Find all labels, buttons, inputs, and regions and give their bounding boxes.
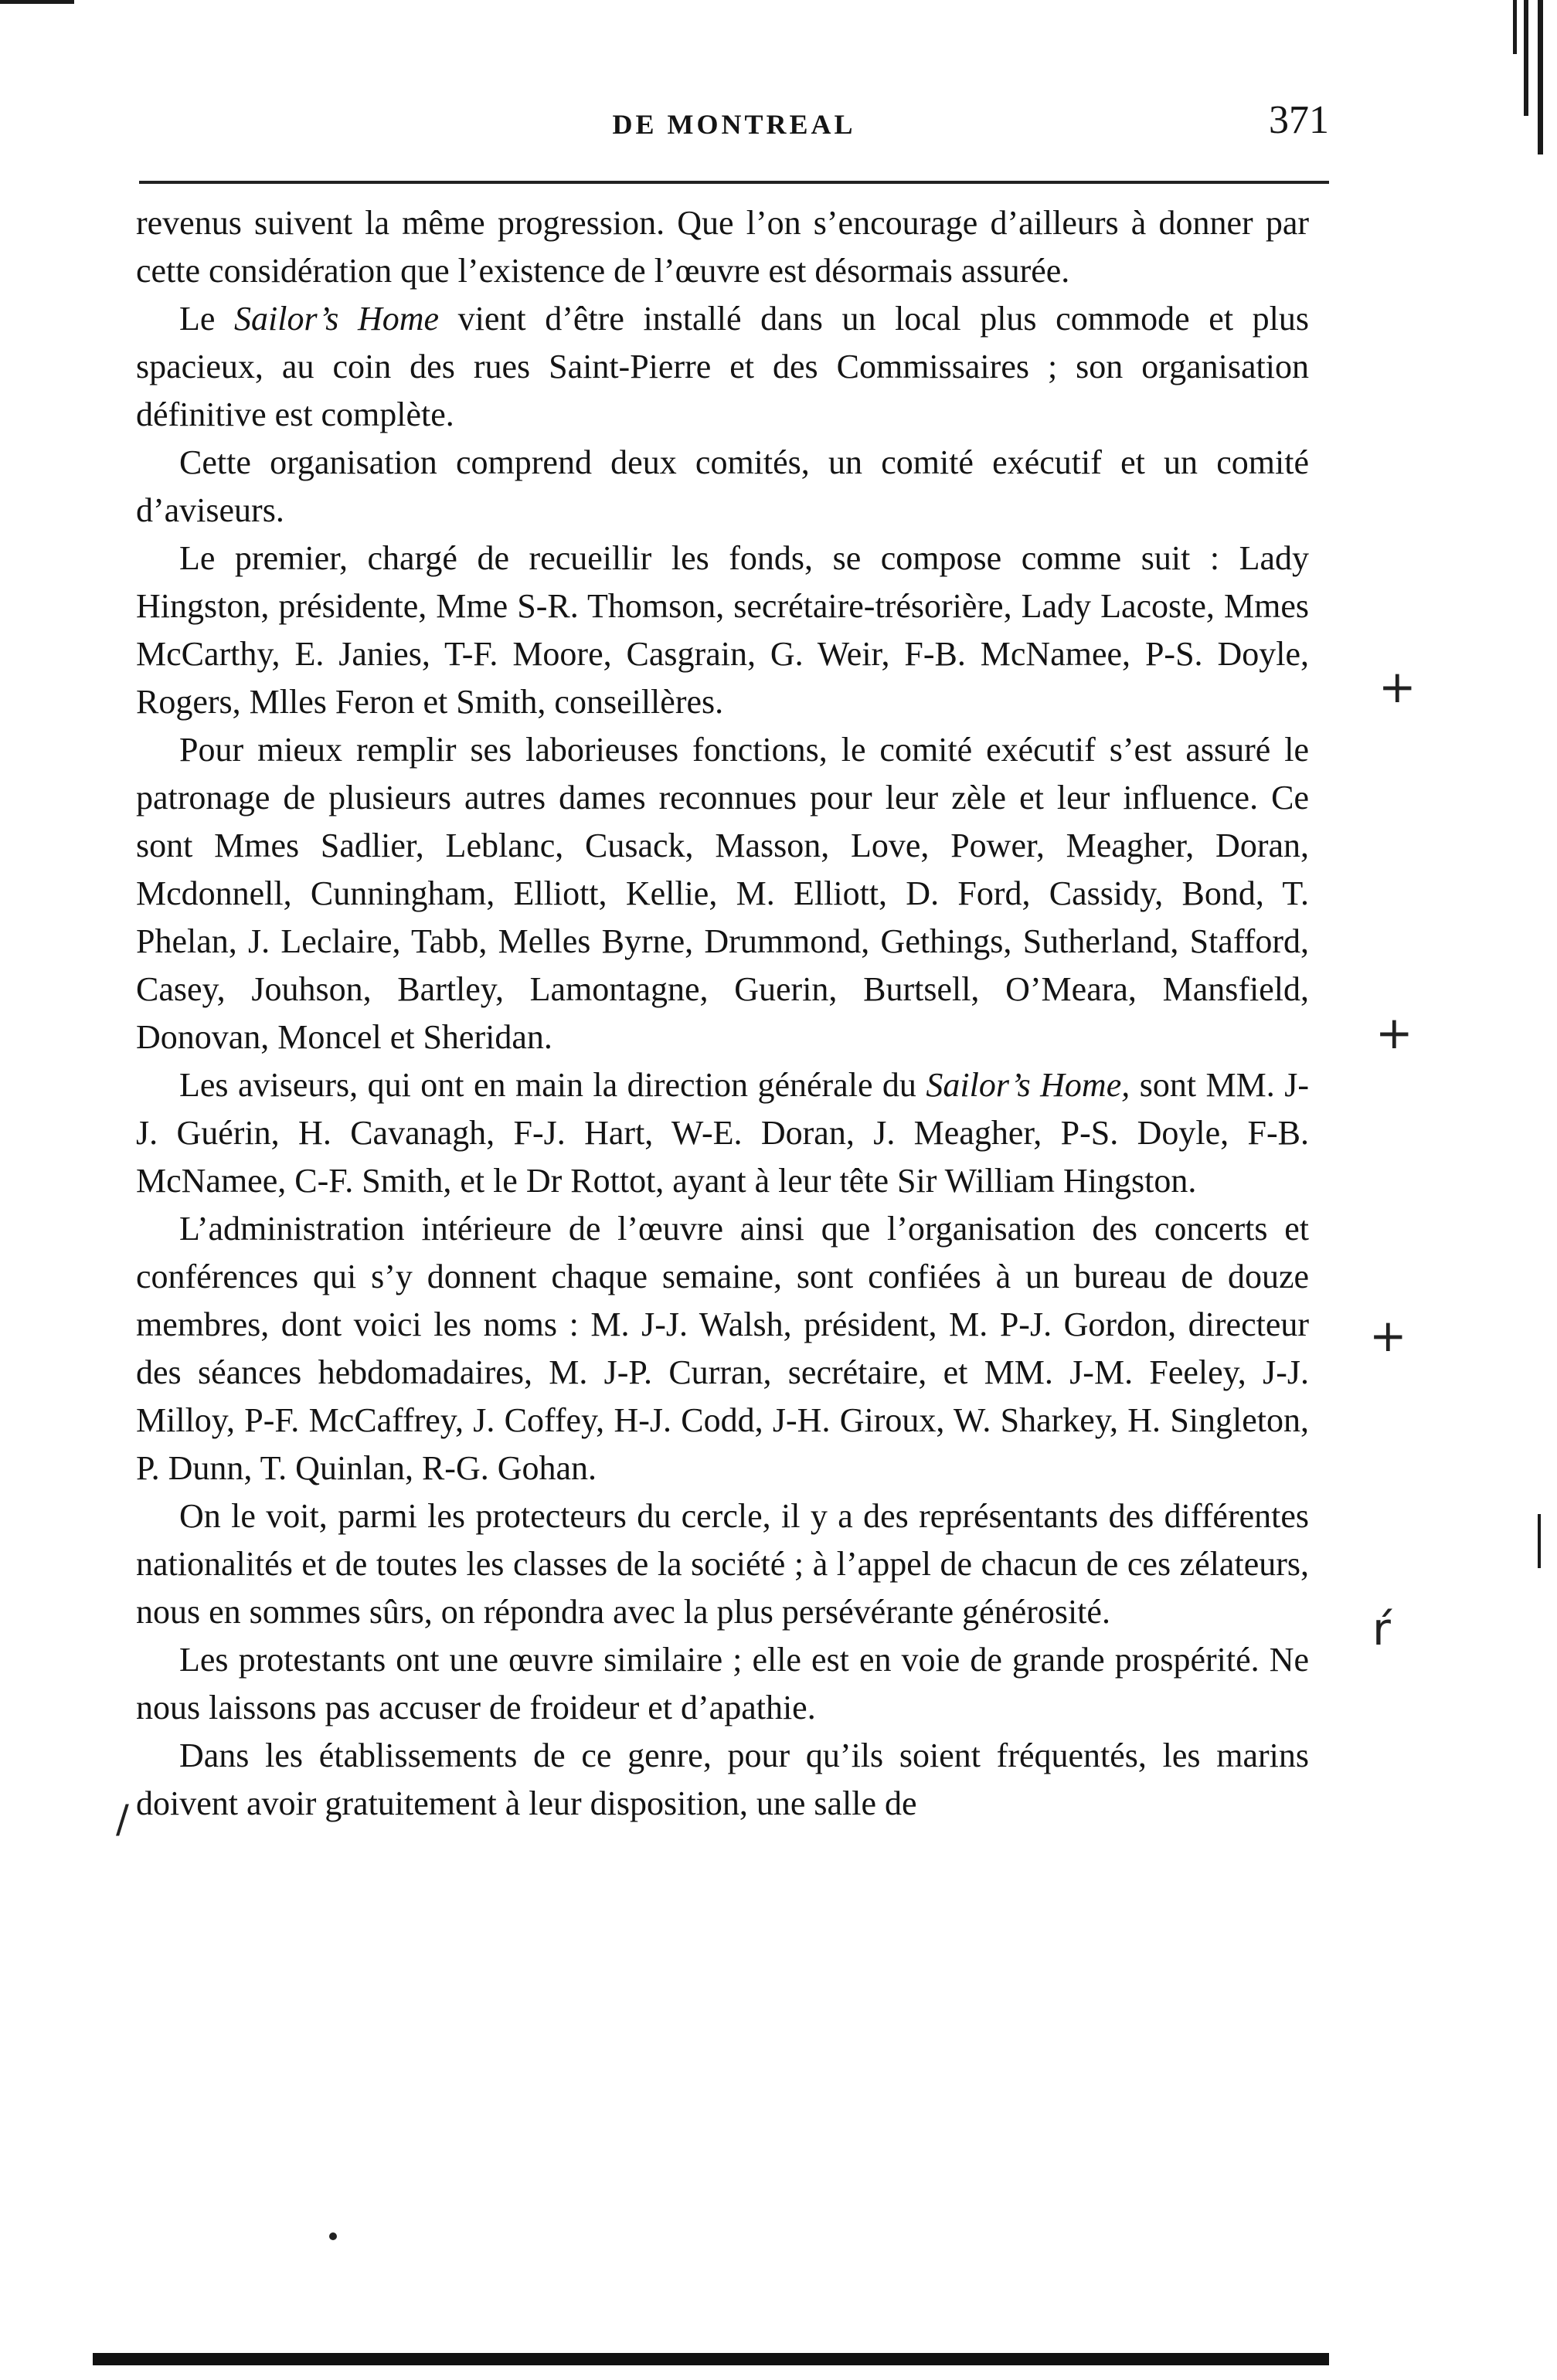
- scan-edge-speck: [1538, 1514, 1541, 1568]
- body-paragraph: [136, 1492, 1309, 1636]
- body-paragraph: [136, 1205, 1309, 1492]
- body-paragraph: [136, 535, 1309, 726]
- body-text: [136, 199, 1309, 1828]
- body-paragraph: [136, 1061, 1309, 1205]
- scan-edge-mark-right-3: [1538, 0, 1543, 154]
- page-number: 371: [1269, 98, 1329, 142]
- text-run: revenus suivent la même progression. Que l’on s’encourage d’ailleurs à donner par cette considération que l’existence de l’œuvre est désormais assurée.: [136, 204, 1309, 290]
- text-run: Les protestants ont une œuvre similaire ; elle est en voie de grande prospérité. Ne nous laissons pas accuser de froideur et d’apathie.: [136, 1641, 1309, 1726]
- margin-annotation-mark: /: [116, 1797, 129, 1842]
- page-bottom-edge: [93, 2353, 1329, 2365]
- text-run: Pour mieux remplir ses laborieuses fonctions, le comité exécutif s’est assuré le patronage de plusieurs autres dames reconnues pour leur zèle et leur influence. Ce sont Mmes Sadlier, Leblanc, Cusack, Masson, Love, Power, Meagher, Doran, Mcdonnell, Cunningham, Elliott, Kellie, M. Elliott, D. Ford, Cassidy, Bond, T. Phelan, J. Leclaire, Tabb, Melles Byrne, Drummond, Gethings, Sutherland, Stafford, Casey, Jouhson, Bartley, Lamontagne, Guerin, Burtsell, O’Meara, Mansfield, Donovan, Moncel et Sheridan.: [136, 731, 1309, 1056]
- body-paragraph: [136, 199, 1309, 295]
- text-run: Le premier, chargé de recueillir les fonds, se compose comme suit : Lady Hingston, présidente, Mme S-R. Thomson, secrétaire-trésorière, Lady Lacoste, Mmes McCarthy, E. Janies, T-F. Moore, Casgrain, G. Weir, F-B. McNamee, P-S. Doyle, Rogers, Mlles Feron et Smith, conseillères.: [136, 539, 1309, 721]
- margin-annotation-mark: +: [1379, 660, 1416, 713]
- body-paragraph: [136, 726, 1309, 1061]
- text-run: Les aviseurs, qui ont en main la direction générale du: [179, 1066, 926, 1104]
- text-run: L’administration intérieure de l’œuvre ainsi que l’organisation des concerts et conférences qui s’y donnent chaque semaine, sont confiées à un bureau de douze membres, dont voici les noms : M. J-J. Walsh, président, M. P-J. Gordon, directeur des séances hebdomadaires, M. J-P. Curran, secrétaire, et MM. J-M. Feeley, J-J. Milloy, P-F. McCaffrey, J. Coffey, H-J. Codd, J-H. Giroux, W. Sharkey, H. Singleton, P. Dunn, T. Quinlan, R-G. Gohan.: [136, 1210, 1309, 1487]
- margin-annotation-mark: +: [1375, 1007, 1413, 1059]
- running-head: DE MONTREAL: [612, 109, 856, 140]
- body-paragraph: [136, 295, 1309, 439]
- text-run: Le: [179, 300, 235, 338]
- italic-text-run: Sailor’s Home,: [926, 1066, 1130, 1104]
- ink-dot: [329, 2232, 337, 2240]
- body-paragraph: [136, 439, 1309, 535]
- scan-edge-mark-right-2: [1524, 0, 1528, 116]
- text-run: Dans les établissements de ce genre, pour qu’ils soient fréquentés, les marins doivent avoir gratuitement à leur disposition, une salle de: [136, 1737, 1309, 1822]
- header-rule: [139, 181, 1329, 184]
- text-run: Cette organisation comprend deux comités, un comité exécutif et un comité d’aviseurs.: [136, 443, 1309, 529]
- text-run: On le voit, parmi les protecteurs du cercle, il y a des représentants des différentes nationalités et de toutes les classes de la société ; à l’appel de chacun de ces zélateurs, nous en sommes sûrs, on répondra avec la plus persévérante générosité.: [136, 1497, 1309, 1631]
- margin-annotation-mark: ŕ: [1372, 1603, 1391, 1655]
- scan-edge-mark-top-left: [0, 0, 74, 4]
- italic-text-run: Sailor’s Home: [234, 300, 440, 338]
- margin-annotation-mark: +: [1369, 1309, 1407, 1362]
- page-header: [139, 91, 1329, 161]
- body-paragraph: [136, 1636, 1309, 1732]
- text-run: vient d’être installé dans un local plus commode et plus spacieux, au coin des rues Saint-Pierre et des Commissaires ; son organisation définitive est complète.: [136, 300, 1310, 433]
- body-paragraph: [136, 1732, 1309, 1828]
- text-run: sont MM. J-J. Guérin, H. Cavanagh, F-J. Hart, W-E. Doran, J. Meagher, P-S. Doyle, F-B. McNamee, C-F. Smith, et le Dr Rottot, ayant à leur tête Sir William Hingston.: [136, 1066, 1309, 1200]
- scan-edge-mark-right-1: [1513, 0, 1517, 54]
